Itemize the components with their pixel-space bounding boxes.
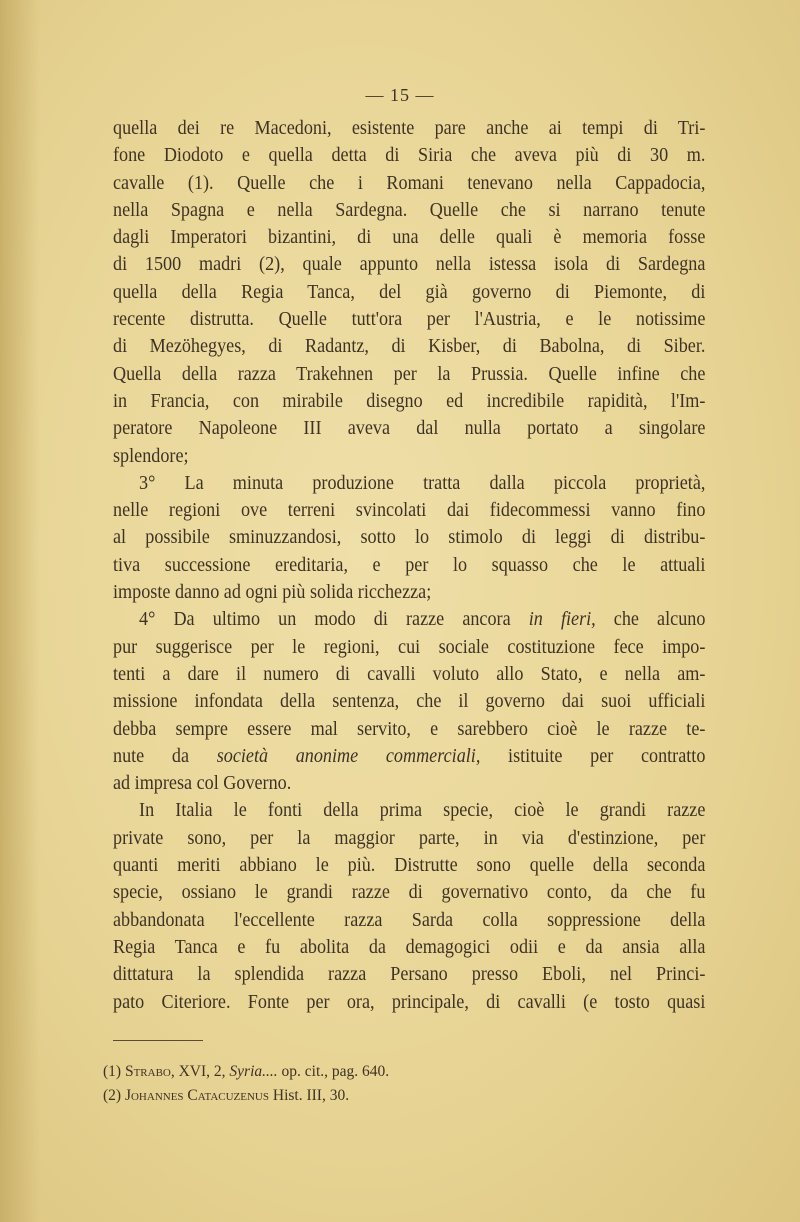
footnote-rest: op. cit., pag. 640.	[277, 1063, 390, 1080]
text-line: Quella della razza Trakehnen per la Prussia. Quelle infine che	[113, 363, 706, 385]
footnotes	[103, 1060, 389, 1108]
text-line: In Italia le fonti della prima specie, cioè le grandi razze	[139, 800, 706, 822]
text-segment: che alcuno	[595, 609, 706, 631]
text-segment: istituite per contratto	[480, 745, 706, 767]
text-line: specie, ossiano le grandi razze di governativo conto, da che fu	[113, 882, 706, 904]
text-line: quella della Regia Tanca, del già governo di Piemonte, di	[113, 281, 706, 303]
text-line: dittatura la splendida razza Persano presso Eboli, nel Princi-	[113, 964, 706, 986]
text-line: quella dei re Macedoni, esistente pare anche ai tempi di Tri-	[113, 118, 706, 139]
text-line: fone Diodoto e quella detta di Siria che aveva più di 30 m.	[113, 145, 706, 167]
footnote-reference: Hist. III, 30.	[269, 1087, 350, 1104]
text-line: di 1500 madri (2), quale appunto nella istessa isola di Sardegna	[113, 254, 706, 276]
text-line: dagli Imperatori bizantini, di una delle quali è memoria fosse	[113, 227, 706, 249]
text-line: cavalle (1). Quelle che i Romani tenevano nella Cappadocia,	[113, 172, 706, 194]
text-line: peratore Napoleone III aveva dal nulla portato a singolare	[113, 418, 706, 440]
text-segment: 4° Da ultimo un modo di razze ancora	[139, 609, 529, 631]
text-line: recente distrutta. Quelle tutt'ora per l'Austria, e le notissime	[113, 309, 706, 331]
text-line: splendore;	[113, 445, 189, 467]
footnote-divider	[113, 1040, 203, 1041]
text-line	[113, 743, 705, 770]
text-line: 3° La minuta produzione tratta dalla piccola proprietà,	[139, 472, 706, 494]
text-line: missione infondata della sentenza, che il governo dai suoi ufficiali	[113, 691, 706, 713]
footnote-author: Strabo,	[124, 1063, 175, 1080]
footnote-number: (1)	[103, 1063, 125, 1080]
text-line: nelle regioni ove terreni svincolati dai fidecommessi vanno fino	[113, 500, 706, 522]
text-line: ad impresa col Governo.	[113, 773, 292, 795]
text-line: pur suggerisce per le regioni, cui sociale costituzione fece impo-	[113, 636, 706, 658]
text-line: nella Spagna e nella Sardegna. Quelle che si narrano tenute	[113, 199, 706, 221]
text-line: debba sempre essere mal servito, e sarebbero cioè le razze te-	[113, 718, 706, 740]
text-line: tiva successione ereditaria, e per lo squasso che le attuali	[113, 554, 706, 576]
text-line: imposte danno ad ogni più solida ricchezza;	[113, 582, 432, 604]
footnote-number: (2)	[103, 1087, 125, 1104]
page-edge-shadow	[0, 0, 40, 1222]
text-line: pato Citeriore. Fonte per ora, principale, di cavalli (e tosto quasi	[113, 991, 706, 1013]
footnote-author: Johannes Catacuzenus	[124, 1087, 269, 1104]
italic-segment: in fieri,	[528, 609, 596, 631]
footnote	[103, 1084, 389, 1108]
footnote	[103, 1060, 389, 1084]
text-segment: nute da	[113, 745, 217, 767]
text-line: di Mezöhegyes, di Radantz, di Kisber, di Babolna, di Siber.	[113, 336, 706, 358]
footnote-title: Syria....	[229, 1063, 278, 1080]
text-line	[113, 606, 705, 633]
text-line: in Francia, con mirabile disegno ed incredibile rapidità, l'Im-	[113, 390, 706, 412]
text-line: abbandonata l'eccellente razza Sarda colla soppressione della	[113, 909, 706, 931]
text-line: tenti a dare il numero di cavalli voluto allo Stato, e nella am-	[113, 663, 706, 685]
body-text	[113, 115, 706, 1016]
text-line: al possibile sminuzzandosi, sotto lo stimolo di leggi di distribu-	[113, 527, 706, 549]
text-line: Regia Tanca e fu abolita da demagogici odii e da ansia alla	[113, 936, 706, 958]
text-line: quanti meriti abbiano le più. Distrutte sono quelle della seconda	[113, 855, 706, 877]
italic-segment: società anonime commerciali,	[216, 745, 481, 767]
text-line: private sono, per la maggior parte, in via d'estinzione, per	[113, 827, 706, 849]
page-number: — 15 —	[365, 85, 435, 105]
footnote-reference: XVI, 2,	[174, 1063, 230, 1080]
